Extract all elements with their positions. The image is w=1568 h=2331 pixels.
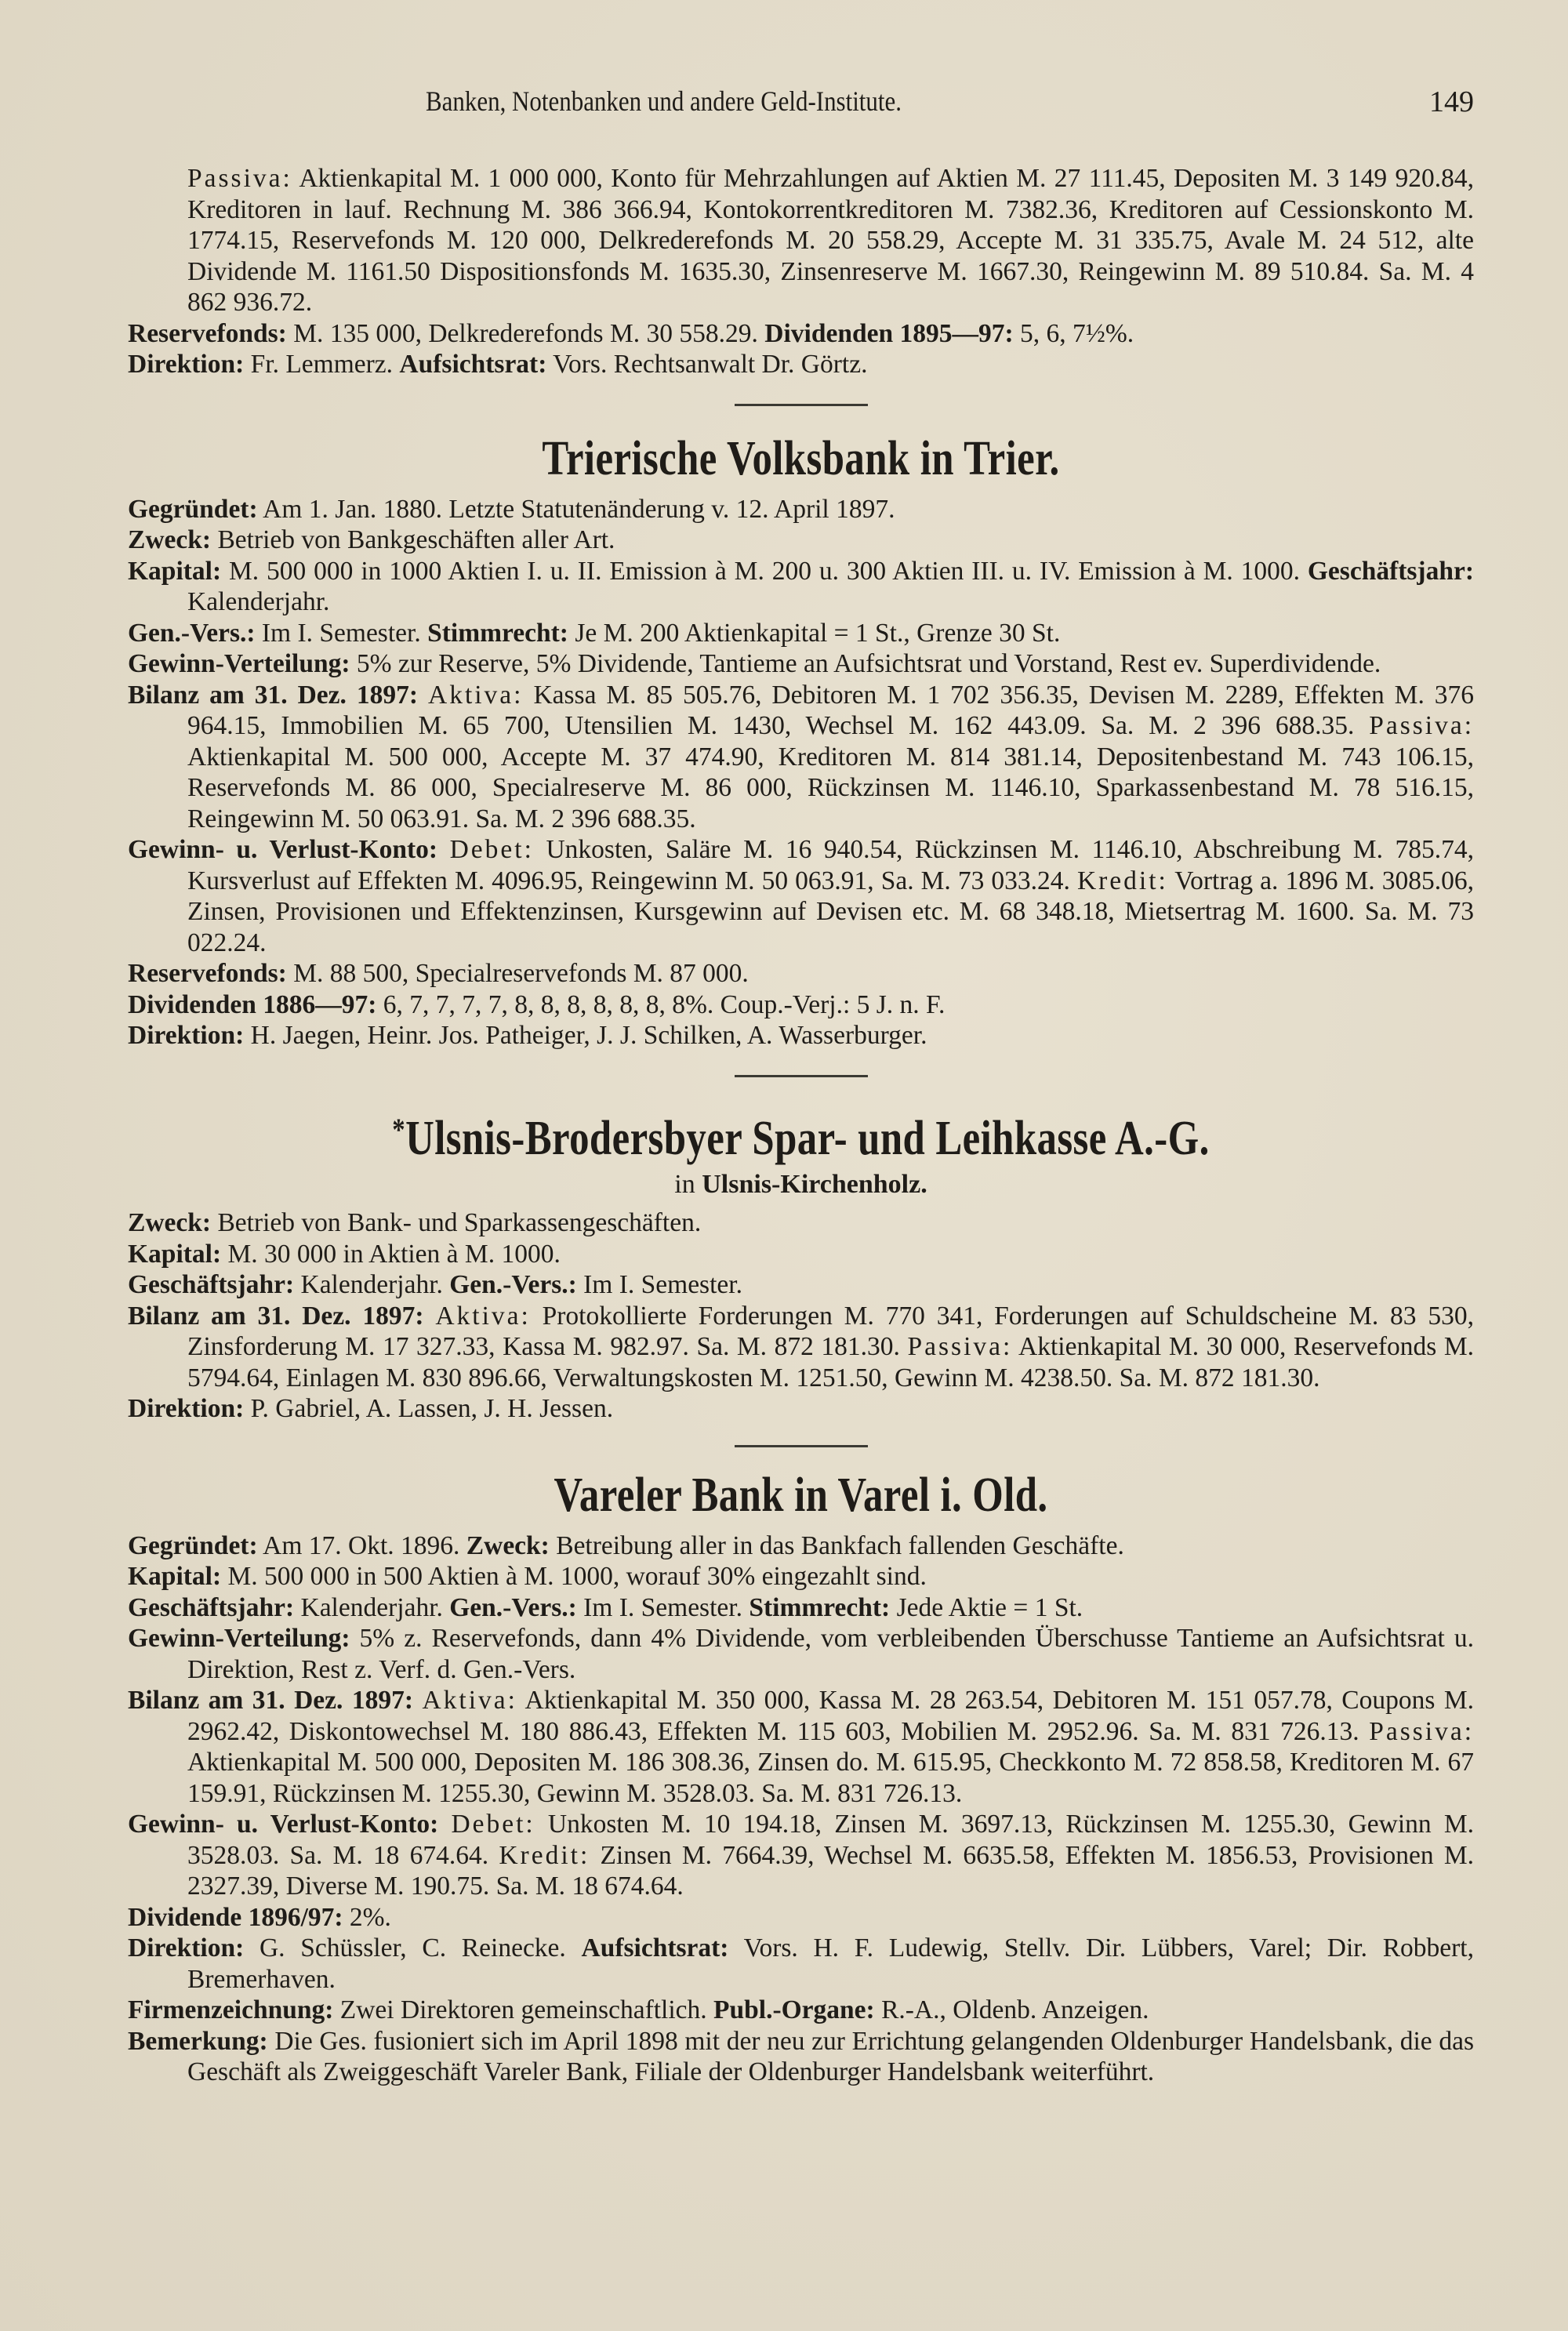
field-dividenden	[128, 989, 1474, 1021]
field-text: 2%.	[343, 1902, 391, 1932]
field-text: R.-A., Oldenb. Anzeigen.	[874, 1995, 1149, 2024]
field-geschaeftsjahr	[128, 1269, 1474, 1301]
field-zweck	[128, 1207, 1474, 1239]
section-divider	[735, 404, 868, 406]
field-label: Zweck:	[128, 1208, 212, 1237]
field-text: Die Ges. fusioniert sich im April 1898 mit der neu zur Errichtung gelangenden Oldenburger Handelsbank, die das Geschäft als Zweiggeschäft Vareler Bank, Filiale der Oldenburger Handelsbank weiterführt.	[187, 2026, 1474, 2086]
aktiva-text: Aktienkapital M. 350 000, Kassa M. 28 263.54, Debitoren M. 151 057.78, Coupons M. 2962.42, Diskontowechsel M. 180 886.43, Effekten M. 115 603, Mobilien M. 2952.96. Sa. M. 831 726.13.	[187, 1686, 1474, 1746]
debet-label: Debet:	[449, 835, 534, 864]
field-label: Stimmrecht:	[749, 1592, 891, 1622]
section-divider	[735, 1445, 868, 1447]
field-text: Kalenderjahr.	[294, 1270, 450, 1299]
field-gegruendet	[128, 1530, 1474, 1562]
field-label: Kapital:	[128, 556, 222, 586]
location-prefix: in	[674, 1169, 702, 1199]
field-text: Fr. Lemmerz.	[244, 350, 400, 379]
field-bemerkung	[128, 2026, 1474, 2088]
field-label: Publ.-Organe:	[713, 1995, 875, 2024]
aktiva-text: Kassa M. 85 505.76, Debitoren M. 1 702 356.35, Devisen M. 2289, Effekten M. 376 964.15, Immobilien M. 65 700, Utensilien M. 1430, Wechsel M. 162 443.09. Sa. M. 2 396 688.35.	[187, 680, 1475, 740]
field-text: Je M. 200 Aktienkapital = 1 St., Grenze 30 St.	[568, 618, 1061, 648]
field-text: 5% zur Reserve, 5% Dividende, Tantieme an Aufsichtsrat und Vorstand, Rest ev. Superdividende.	[350, 649, 1381, 678]
field-direktion	[128, 1020, 1474, 1051]
field-text: Jede Aktie = 1 St.	[890, 1592, 1083, 1622]
debet-label: Debet:	[451, 1810, 535, 1839]
field-label: Gen.-Vers.:	[449, 1592, 577, 1622]
passiva-label: Passiva:	[1369, 711, 1474, 740]
passiva-label: Passiva:	[907, 1332, 1013, 1361]
kredit-label: Kredit:	[1076, 866, 1168, 895]
section-vareler-bank	[128, 1468, 1474, 2088]
field-kapital	[128, 556, 1474, 618]
field-label: Bilanz am 31. Dez. 1897:	[128, 1686, 413, 1715]
field-label: Dividende 1896/97:	[128, 1902, 343, 1932]
section-title: Vareler Bank in Varel i. Old.	[554, 1468, 1048, 1522]
field-label: Zweck:	[128, 525, 212, 554]
field-kapital	[128, 1239, 1474, 1270]
field-geschaeftsjahr	[128, 1592, 1474, 1624]
field-label: Direktion:	[128, 1933, 245, 1962]
field-label: Stimmrecht:	[427, 618, 568, 648]
field-label: Kapital:	[128, 1239, 222, 1269]
field-label: Gen.-Vers.:	[128, 618, 256, 648]
aktiva-label: Aktiva:	[422, 1686, 517, 1715]
field-text: Betrieb von Bank- und Sparkassengeschäften.	[211, 1208, 702, 1237]
field-text: 5, 6, 7½%.	[1013, 318, 1134, 348]
location-name: Ulsnis-Kirchenholz.	[702, 1169, 927, 1199]
passiva-label: Passiva:	[1369, 1716, 1474, 1746]
section-title-text: Ulsnis-Brodersbyer Spar- und Leihkasse A.-G.	[405, 1111, 1210, 1165]
aktiva-label: Aktiva:	[435, 1301, 531, 1331]
passiva-text: Aktienkapital M. 30 000, Reservefonds M. 5794.64, Einlagen M. 830 896.66, Verwaltungskosten M. 1251.50, Gewinn M. 4238.50. Sa. M. 872 181.30.	[187, 1332, 1474, 1392]
section-ulsnis-brodersbyer	[128, 1102, 1474, 1425]
field-label: Bemerkung:	[128, 2026, 268, 2056]
field-label: Gegründet:	[128, 1530, 258, 1560]
section-title	[249, 1102, 1353, 1166]
field-bilanz	[128, 1685, 1474, 1809]
field-gewinn-verlust-konto	[128, 1809, 1474, 1902]
field-zweck	[128, 525, 1474, 556]
field-direktion	[128, 1393, 1474, 1425]
field-label: Dividenden 1895—97:	[764, 318, 1014, 348]
field-text: Im I. Semester.	[576, 1270, 742, 1299]
field-text: G. Schüssler, C. Reinecke.	[244, 1933, 582, 1962]
field-label: Gegründet:	[128, 494, 258, 524]
field-label: Direktion:	[128, 1021, 245, 1050]
field-label: Geschäftsjahr:	[128, 1270, 295, 1299]
field-label: Direktion:	[128, 350, 245, 379]
field-gewinn-verlust-konto	[128, 834, 1474, 958]
field-label: Aufsichtsrat:	[399, 350, 547, 379]
field-gegruendet	[128, 494, 1474, 525]
field-reservefonds	[128, 958, 1474, 989]
field-gen-vers	[128, 618, 1474, 649]
field-gewinn-verteilung	[128, 1623, 1474, 1685]
field-label: Dividenden 1886—97:	[128, 989, 377, 1019]
section-trierische-volksbank	[128, 431, 1474, 1051]
field-text: Im I. Semester.	[255, 618, 428, 648]
running-head	[128, 85, 1474, 125]
debet-text: Unkosten, Saläre M. 16 940.54, Rückzinsen M. 1146.10, Abschreibung M. 785.74, Kursverlust auf Effekten M. 4096.95, Reingewinn M. 50 063.91, Sa. M. 73 033.24.	[187, 835, 1475, 895]
field-label: Reservefonds:	[128, 318, 287, 348]
field-text: M. 135 000, Delkrederefonds M. 30 558.29.	[286, 318, 765, 348]
aktiva-text: Protokollierte Forderungen M. 770 341, Forderungen auf Schuldscheine M. 83 530, Zinsforderung M. 17 327.33, Kassa M. 982.97. Sa. M. 872 181.30.	[187, 1301, 1475, 1361]
field-text: Am 17. Okt. 1896.	[257, 1530, 466, 1560]
prev-entry-reservefonds	[128, 318, 1474, 350]
field-label: Firmenzeichnung:	[128, 1995, 334, 2024]
kredit-label: Kredit:	[499, 1840, 590, 1870]
field-label: Gewinn- u. Verlust-Konto:	[128, 835, 438, 864]
field-text: Vors. H. F. Ludewig, Stellv. Dir. Lübbers, Varel; Dir. Robbert, Bremerhaven.	[187, 1933, 1474, 1994]
field-label: Gen.-Vers.:	[449, 1270, 577, 1299]
field-label: Aufsichtsrat:	[581, 1933, 729, 1962]
page-number: 149	[1429, 85, 1474, 118]
field-label: Geschäftsjahr:	[1307, 556, 1474, 586]
field-bilanz	[128, 680, 1474, 835]
field-label: Gewinn- u. Verlust-Konto:	[128, 1810, 439, 1839]
page-body	[128, 163, 1474, 2088]
section-title: Trierische Volksbank in Trier.	[542, 431, 1060, 485]
debet-text: Unkosten M. 10 194.18, Zinsen M. 3697.13, Rückzinsen M. 1255.30, Gewinn M. 3528.03. Sa. M. 18 674.64.	[187, 1810, 1474, 1870]
field-label: Geschäftsjahr:	[128, 1592, 295, 1622]
field-text: 5% z. Reservefonds, dann 4% Dividende, vom verbleibenden Überschusse Tantieme an Aufsichtsrat u. Direktion, Rest z. Verf. d. Gen.-Vers.	[187, 1624, 1474, 1684]
passiva-text: Aktienkapital M. 1 000 000, Konto für Mehrzahlungen auf Aktien M. 27 111.45, Depositen M. 3 149 920.84, Kreditoren in lauf. Rechnung M. 386 366.94, Kontokorrentkreditoren M. 7382.36, Kreditoren auf Cessionskonto M. 1774.15, Reservefonds M. 120 000, Delkrederefonds M. 20 558.29, Accepte M. 31 335.75, Avale M. 24 512, alte Dividende M. 1161.50 Dispositionsfonds M. 1635.30, Zinsenreserve M. 1667.30, Reingewinn M. 89 510.84. Sa. M. 4 862 936.72.	[187, 164, 1474, 317]
field-direktion	[128, 1933, 1474, 1995]
field-gewinn-verteilung	[128, 648, 1474, 680]
field-text: M. 88 500, Specialreservefonds M. 87 000.	[286, 959, 749, 988]
field-text: Betreibung aller in das Bankfach fallenden Geschäfte.	[549, 1530, 1124, 1560]
field-text: Betrieb von Bankgeschäften aller Art.	[211, 525, 615, 554]
kredit-text: Vortrag a. 1896 M. 3085.06, Zinsen, Provisionen und Effektenzinsen, Kursgewinn auf Devisen etc. M. 68 348.18, Mietsertrag M. 1600. Sa. M. 73 022.24.	[187, 866, 1474, 957]
field-label: Gewinn-Verteilung:	[128, 649, 350, 678]
field-bilanz	[128, 1301, 1474, 1394]
field-text: M. 500 000 in 500 Aktien à M. 1000, worauf 30% eingezahlt sind.	[221, 1562, 927, 1591]
field-dividende	[128, 1902, 1474, 1933]
field-kapital	[128, 1561, 1474, 1592]
field-label: Bilanz am 31. Dez. 1897:	[128, 1301, 424, 1331]
field-label: Gewinn-Verteilung:	[128, 1624, 350, 1653]
book-page	[128, 85, 1474, 2088]
field-label: Zweck:	[466, 1530, 550, 1560]
field-label: Bilanz am 31. Dez. 1897:	[128, 680, 419, 710]
field-text: Zwei Direktoren gemeinschaftlich.	[333, 1995, 714, 2024]
prev-entry-direktion	[128, 349, 1474, 380]
field-text: Am 1. Jan. 1880. Letzte Statutenänderung v. 12. April 1897.	[257, 494, 895, 524]
field-label: Reservefonds:	[128, 959, 287, 988]
section-location	[128, 1169, 1474, 1200]
passiva-text: Aktienkapital M. 500 000, Accepte M. 37 474.90, Kreditoren M. 814 381.14, Depositenbestand M. 743 106.15, Reservefonds M. 86 000, Specialreserve M. 86 000, Rückzinsen M. 1146.10, Sparkassenbestand M. 78 516.15, Reingewinn M. 50 063.91. Sa. M. 2 396 688.35.	[187, 742, 1474, 833]
kredit-text: Zinsen M. 7664.39, Wechsel M. 6635.58, Effekten M. 1856.53, Provisionen M. 2327.39, Diverse M. 190.75. Sa. M. 18 674.64.	[187, 1840, 1474, 1901]
field-text: Kalenderjahr.	[294, 1592, 450, 1622]
running-title: Banken, Notenbanken und andere Geld-Institute.	[426, 85, 902, 117]
field-text: Kalenderjahr.	[187, 587, 330, 616]
aktiva-label: Aktiva:	[428, 680, 524, 710]
field-text: H. Jaegen, Heinr. Jos. Patheiger, J. J. Schilken, A. Wasserburger.	[244, 1021, 927, 1050]
field-text: Im I. Semester.	[576, 1592, 750, 1622]
passiva-text: Aktienkapital M. 500 000, Depositen M. 186 308.36, Zinsen do. M. 615.95, Checkkonto M. 72 858.58, Kreditoren M. 67 159.91, Rückzinsen M. 1255.30, Gewinn M. 3528.03. Sa. M. 831 726.13.	[187, 1748, 1474, 1808]
field-label: Direktion:	[128, 1394, 245, 1423]
field-text: Vors. Rechtsanwalt Dr. Görtz.	[546, 350, 868, 379]
field-label: Kapital:	[128, 1562, 222, 1591]
field-firmenzeichnung	[128, 1995, 1474, 2026]
field-text: M. 500 000 in 1000 Aktien I. u. II. Emission à M. 200 u. 300 Aktien III. u. IV. Emission à M. 1000.	[221, 556, 1308, 586]
field-text: 6, 7, 7, 7, 7, 8, 8, 8, 8, 8, 8, 8%. Coup.-Verj.: 5 J. n. F.	[376, 989, 946, 1019]
field-text: M. 30 000 in Aktien à M. 1000.	[221, 1239, 561, 1269]
prev-entry-passiva	[128, 163, 1474, 318]
field-text: P. Gabriel, A. Lassen, J. H. Jessen.	[244, 1394, 614, 1423]
asterisk-mark: *	[392, 1111, 406, 1147]
passiva-label: Passiva:	[187, 164, 292, 193]
section-divider	[735, 1075, 868, 1077]
